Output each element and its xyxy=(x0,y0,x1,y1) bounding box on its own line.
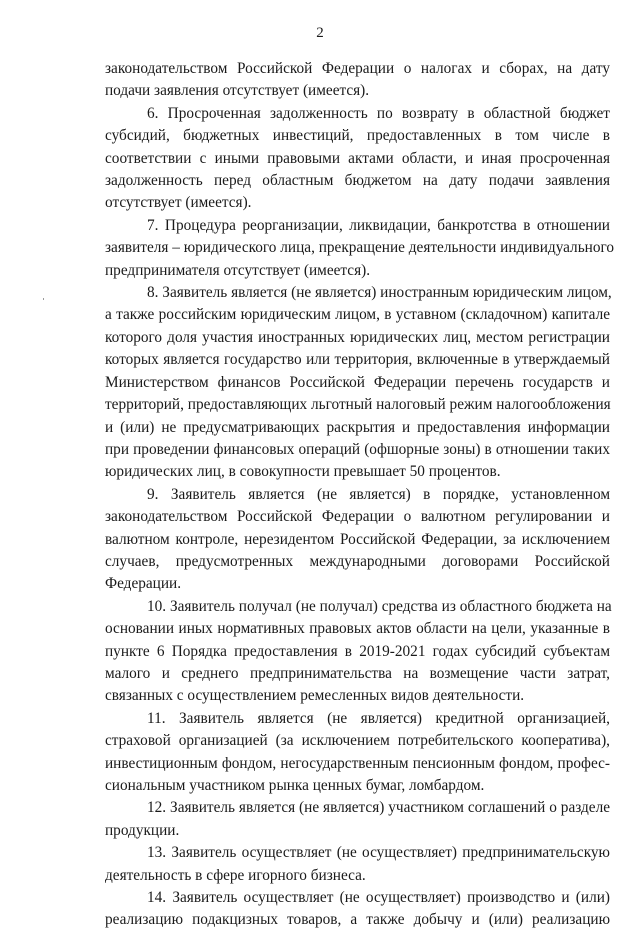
text-line: страховой организацией (за исключением потребительского кооператива), xyxy=(105,732,610,750)
text-line: продукции. xyxy=(105,821,180,839)
text-line: которых является государство или территория, включенные в утверждаемый xyxy=(105,351,610,369)
text-line: деятельность в сфере игорного бизнеса. xyxy=(105,866,366,884)
paragraph xyxy=(105,596,610,708)
page-number: 2 xyxy=(316,25,324,41)
text-line: соответствии с иными правовыми актами области, и иная просроченная xyxy=(105,149,610,167)
text-line: 10. Заявитель получал (не получал) средства из областного бюджета на xyxy=(147,597,612,615)
text-line: заявителя – юридического лица, прекращение деятельности индивидуального xyxy=(105,239,615,257)
text-line: законодательством Российской Федерации о валютном регулировании и xyxy=(105,508,610,526)
text-line: и (или) не предусматривающих раскрытия и предоставления информации xyxy=(105,418,610,436)
text-line: основании иных нормативных правовых актов области на цели, указанные в xyxy=(105,620,610,638)
text-line: связанных с осуществлением ремесленных видов деятельности. xyxy=(105,687,525,705)
text-line: валютном контроле, нерезидентом Российской Федерации, за исключением xyxy=(105,530,610,548)
paragraph xyxy=(105,215,615,282)
paragraph xyxy=(105,887,610,932)
text-line: реализацию подакцизных товаров, а также добычу и (или) реализацию xyxy=(105,911,610,929)
text-line: случаев, предусмотренных международными договорами Российской xyxy=(105,552,610,570)
text-line: инвестиционным фондом, негосударственным пенсионным фондом, профес- xyxy=(105,754,610,772)
paragraph xyxy=(105,842,610,887)
text-line: подачи заявления отсутствует (имеется). xyxy=(105,82,370,100)
text-line: предпринимателя отсутствует (имеется). xyxy=(105,261,371,279)
text-line: 6. Просроченная задолженность по возврату в областной бюджет xyxy=(147,104,610,122)
text-line: субсидий, бюджетных инвестиций, предоставленных в том числе в xyxy=(105,127,610,145)
text-line: законодательством Российской Федерации о налогах и сборах, на дату xyxy=(105,60,610,77)
paragraph xyxy=(105,282,610,484)
paragraph xyxy=(105,484,610,596)
text-line: при проведении финансовых операций (офшорные зоны) в отношении таких xyxy=(105,440,610,458)
text-line: территорий, предоставляющих льготный налоговый режим налогообложения xyxy=(105,396,611,414)
text-line: 9. Заявитель является (не является) в порядке, установленном xyxy=(147,485,610,503)
text-line: 7. Процедура реорганизации, ликвидации, банкротства в отношении xyxy=(147,216,610,234)
text-line: 8. Заявитель является (не является) иностранным юридическим лицом, xyxy=(147,284,612,302)
text-line: которого доля участия иностранных юридических лиц, местом регистрации xyxy=(105,328,610,346)
text-line: 13. Заявитель осуществляет (не осуществляет) предпринимательскую xyxy=(147,844,610,862)
text-line: 14. Заявитель осуществляет (не осуществляет) производство и (или) xyxy=(147,889,610,907)
text-line: задолженность перед областным бюджетом на дату подачи заявления xyxy=(105,172,610,190)
paragraph xyxy=(105,797,610,842)
margin-mark xyxy=(43,298,44,300)
text-line: юридических лиц, в совокупности превышает 50 процентов. xyxy=(105,463,501,481)
paragraph xyxy=(105,103,610,215)
text-line: пункте 6 Порядка предоставления в 2019-2021 годах субсидий субъектам xyxy=(105,642,610,660)
paragraph xyxy=(105,708,610,798)
paragraph xyxy=(105,58,610,103)
text-line: отсутствует (имеется). xyxy=(105,194,252,212)
text-line: сиональным участником рынка ценных бумаг, ломбардом. xyxy=(105,777,485,794)
text-line: малого и среднего предпринимательства на возмещение части затрат, xyxy=(105,664,610,682)
document-body xyxy=(105,58,615,932)
text-line: Министерством финансов Российской Федерации перечень государств и xyxy=(105,373,610,391)
text-line: Федерации. xyxy=(105,575,182,593)
text-line: а также российским юридическим лицом, в уставном (складочном) капитале xyxy=(105,306,610,324)
text-line: 12. Заявитель является (не является) участником соглашений о разделе xyxy=(147,799,610,817)
text-line: 11. Заявитель является (не является) кредитной организацией, xyxy=(147,709,610,727)
